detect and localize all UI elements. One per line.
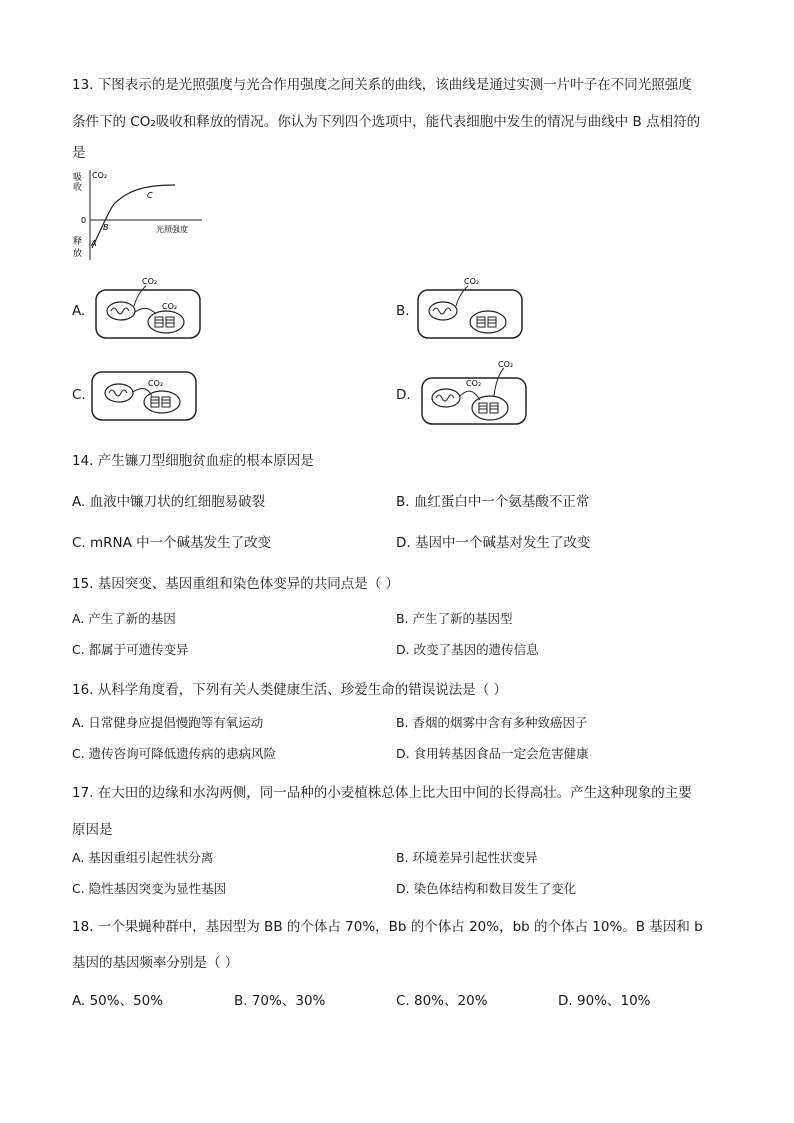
q13-option-d-label[interactable]: D.	[396, 387, 411, 403]
q15-option-a[interactable]: A. 产生了新的基因	[72, 611, 176, 626]
x-axis-label: 光照强度	[156, 225, 188, 234]
q14-stem: 14. 产生镰刀型细胞贫血症的根本原因是	[72, 453, 314, 469]
co2-label-in: CO₂	[148, 379, 164, 388]
co2-label-out: CO₂	[142, 277, 158, 286]
q17-option-c[interactable]: C. 隐性基因突变为显性基因	[72, 881, 227, 896]
q17-option-a[interactable]: A. 基因重组引起性状分离	[72, 850, 214, 865]
curve-line	[92, 185, 175, 248]
q17-option-d[interactable]: D. 染色体结构和数目发生了变化	[396, 881, 577, 896]
point-b-label: B	[103, 223, 109, 232]
point-c-label: C	[147, 191, 153, 200]
co2-label-out: CO₂	[464, 277, 480, 286]
co2-arrow-to-chloroplast	[460, 391, 480, 400]
q16-option-d[interactable]: D. 食用转基因食品一定会危害健康	[396, 746, 589, 761]
q16-option-b[interactable]: B. 香烟的烟雾中含有多种致癌因子	[396, 715, 588, 730]
q17-option-b[interactable]: B. 环境差异引起性状变异	[396, 850, 538, 865]
co2-light-curve-graph	[70, 168, 210, 263]
co2-label-inner: CO₂	[466, 379, 482, 388]
q15-option-b[interactable]: B. 产生了新的基因型	[396, 611, 513, 626]
q15-option-d[interactable]: D. 改变了基因的遗传信息	[396, 642, 539, 657]
co2-label-outer: CO₂	[498, 360, 514, 369]
q14-option-d[interactable]: D. 基因中一个碱基对发生了改变	[396, 535, 591, 551]
q13-option-b-cell-diagram[interactable]	[416, 272, 526, 344]
q13-option-c-cell-diagram[interactable]	[90, 364, 200, 424]
q18-option-c[interactable]: C. 80%、20%	[396, 993, 488, 1009]
q18-option-d[interactable]: D. 90%、10%	[558, 993, 651, 1009]
q14-option-c[interactable]: C. mRNA 中一个碱基发生了改变	[72, 535, 272, 551]
q13-option-a-cell-diagram[interactable]	[94, 272, 204, 344]
q15-option-c[interactable]: C. 都属于可遗传变异	[72, 642, 189, 657]
q13-option-c-label[interactable]: C.	[72, 387, 86, 403]
y-label-absorb-1: 吸	[73, 173, 83, 183]
q13-stem-line3: 是	[72, 145, 86, 161]
y-label-release-2: 放	[73, 249, 83, 259]
q13-stem-line1: 13. 下图表示的是光照强度与光合作用强度之间关系的曲线，该曲线是通过实测一片叶子在不同光照强度	[72, 77, 692, 93]
q14-option-a[interactable]: A. 血液中镰刀状的红细胞易破裂	[72, 494, 266, 510]
q14-option-b[interactable]: B. 血红蛋白中一个氨基酸不正常	[396, 494, 590, 510]
cell-membrane	[96, 290, 200, 338]
q18-stem-line1: 18. 一个果蝇种群中，基因型为 BB 的个体占 70%，Bb 的个体占 20%，bb 的个体占 10%。B 基因和 b	[72, 919, 703, 935]
q13-stem-line2: 条件下的 CO₂吸收和释放的情况。你认为下列四个选项中，能代表细胞中发生的情况与曲线中 B 点相符的	[72, 114, 701, 130]
q13-option-b-label[interactable]: B.	[396, 303, 410, 319]
co2-arrow-to-chloroplast	[135, 308, 156, 314]
y-label-release-1: 释	[73, 237, 83, 247]
y-label-absorb-2: 收	[73, 183, 83, 193]
q16-option-a[interactable]: A. 日常健身应提倡慢跑等有氧运动	[72, 715, 264, 730]
co2-arrow-in-from-outside	[494, 368, 504, 396]
q16-stem: 16. 从科学角度看，下列有关人类健康生活、珍爱生命的错误说法是（ ）	[72, 682, 508, 698]
q18-stem-line2: 基因的基因频率分别是（ ）	[72, 955, 239, 971]
q17-stem-line1: 17. 在大田的边缘和水沟两侧，同一品种的小麦植株总体上比大田中间的长得高壮。产生这种现象的主要	[72, 785, 692, 801]
y-label-co2: CO₂	[92, 171, 108, 180]
q18-option-b[interactable]: B. 70%、30%	[234, 993, 326, 1009]
co2-arrow-out	[134, 286, 146, 306]
q15-stem: 15. 基因突变、基因重组和染色体变异的共同点是（ ）	[72, 576, 400, 592]
q18-option-a[interactable]: A. 50%、50%	[72, 993, 164, 1009]
y-label-zero: 0	[81, 216, 87, 225]
point-a-label: A	[91, 239, 97, 248]
q13-option-d-cell-diagram[interactable]	[420, 358, 530, 430]
q13-option-a-label[interactable]: A.	[72, 303, 86, 319]
q17-stem-line2: 原因是	[72, 822, 113, 838]
q16-option-c[interactable]: C. 遗传咨询可降低遗传病的患病风险	[72, 746, 277, 761]
cell-membrane	[418, 290, 522, 338]
co2-label-in: CO₂	[162, 302, 178, 311]
cell-membrane	[92, 372, 196, 420]
co2-arrow-out	[456, 286, 468, 306]
